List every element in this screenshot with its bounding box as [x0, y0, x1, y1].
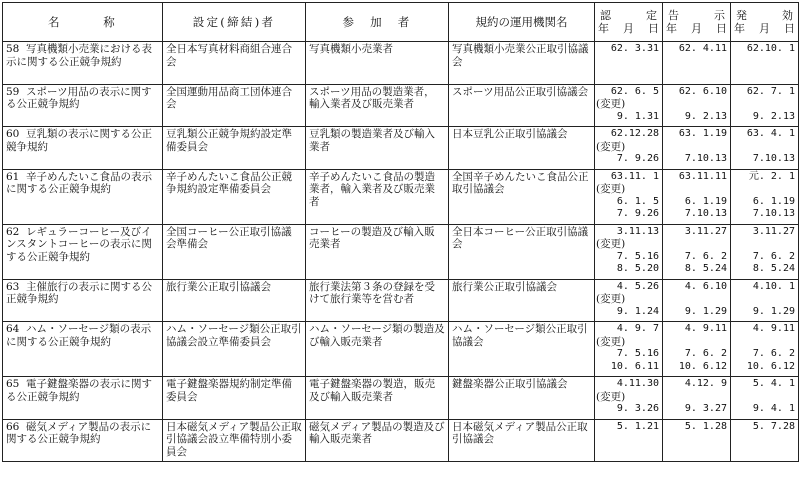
date-value: 7. 6. 2: [684, 250, 727, 262]
participants-cell: スポーツ用品の製造業者，輸入業者及び販売業者: [306, 84, 449, 127]
regulation-name: 電子鍵盤楽器の表示に関する公正競争規約: [6, 378, 152, 403]
date-value: 62. 3.31: [610, 43, 659, 54]
date-spacer: [732, 141, 795, 154]
date-value: 4. 9.11: [684, 323, 727, 334]
date-value: 7.10.13: [684, 153, 727, 164]
date-value: 4.11.30: [616, 378, 659, 389]
setter-cell: 日本磁気メディア製品公正取引協議会設立準備特別小委員会: [163, 419, 306, 462]
date-spacer: [664, 183, 727, 196]
setter-cell: 豆乳類公正競争規約設定準備委員会: [163, 127, 306, 170]
regulation-number: 63: [6, 280, 20, 293]
date-value: 7.10.13: [752, 153, 795, 164]
operator-cell: 全日本コーヒー公正取引協議会: [449, 224, 595, 279]
regulation-number: 58: [6, 43, 20, 55]
date-value: 62. 6. 5: [610, 85, 659, 97]
date-value: 4. 5.26: [616, 280, 659, 292]
header-approval-month: 月: [623, 22, 634, 35]
regulation-name: 写真機類小売業における表示に関する公正競争規約: [6, 43, 152, 68]
participants-cell: ハム・ソーセージ類の製造及び輸入販売業者: [306, 322, 449, 377]
date-value: 5. 1.28: [684, 420, 727, 432]
effective-date-cell: [731, 322, 799, 377]
regulation-number: 60: [6, 128, 20, 140]
header-approval-day: 日: [648, 22, 659, 35]
date-value: 7.10.13: [752, 208, 795, 219]
date-spacer: [732, 336, 795, 349]
notice-date-cell: [663, 42, 731, 85]
participants-cell: 豆乳類の製造業者及び輸入業者: [306, 127, 449, 170]
approval-date-cell: [595, 377, 663, 420]
table-row: [3, 419, 799, 462]
date-value: 5. 4. 1: [752, 378, 795, 389]
date-spacer: [664, 238, 727, 251]
operator-cell: スポーツ用品公正取引協議会: [449, 84, 595, 127]
header-notice-char-2: 示: [714, 9, 725, 22]
table-row: [3, 322, 799, 377]
date-spacer: [664, 98, 727, 111]
operator-cell: 写真機類小売業公正取引協議会: [449, 42, 595, 85]
regulation-table-page: [2, 2, 798, 500]
date-value: 5. 1.21: [616, 420, 659, 432]
operator-cell: 日本磁気メディア製品公正取引協議会: [449, 419, 595, 462]
header-effective-char-1: 発: [736, 9, 747, 22]
regulation-name-cell: [3, 377, 163, 420]
setter-cell: 全国運動用品商工団体連合会: [163, 84, 306, 127]
regulation-name-cell: [3, 169, 163, 224]
date-spacer: [664, 293, 727, 306]
setter-cell: 辛子めんたいこ食品公正競争規約設定準備委員会: [163, 169, 306, 224]
date-spacer: [664, 391, 727, 404]
date-value: 7. 6. 2: [752, 250, 795, 262]
date-value: 4. 6.10: [684, 280, 727, 292]
header-notice-char-1: 告: [668, 9, 679, 22]
date-value: 62.10. 1: [746, 43, 795, 54]
header-effective-month: 月: [759, 22, 770, 35]
date-spacer: [732, 238, 795, 251]
notice-date-cell: [663, 419, 731, 462]
date-value: 63.11.11: [678, 170, 727, 182]
header-effective-day: 日: [784, 22, 795, 35]
date-value: 10. 6.11: [610, 360, 659, 372]
approval-date-cell: [595, 42, 663, 85]
date-value: 5. 7.28: [752, 420, 795, 432]
date-value: 7. 6. 2: [752, 348, 795, 359]
date-value: 9. 1.29: [752, 305, 795, 317]
change-label: (変更): [596, 390, 626, 403]
header-setter: 設定(締結)者: [163, 3, 306, 42]
approval-date-cell: [595, 224, 663, 279]
regulation-name: ハム・ソーセージ類の表示に関する公正競争規約: [6, 323, 152, 348]
regulation-name-cell: [3, 419, 163, 462]
date-value: 9. 1.31: [616, 110, 659, 122]
date-value: 10. 6.12: [746, 360, 795, 372]
date-value: 7. 6. 2: [684, 348, 727, 359]
approval-date-cell: [595, 322, 663, 377]
regulation-name-cell: [3, 127, 163, 170]
date-value: 62. 4.11: [678, 43, 727, 54]
date-value: 6. 1.19: [752, 195, 795, 207]
date-value: 9. 2.13: [752, 110, 795, 122]
regulation-number: 59: [6, 85, 20, 98]
date-value: 62. 6.10: [678, 85, 727, 97]
header-notice-day: 日: [716, 22, 727, 35]
change-label: (変更): [596, 183, 626, 195]
operator-cell: 鍵盤楽器公正取引協議会: [449, 377, 595, 420]
header-notice-month: 月: [691, 22, 702, 35]
header-approval-char-1: 認: [600, 9, 611, 22]
regulation-number: 65: [6, 378, 20, 390]
date-value: 6. 1.19: [684, 195, 727, 207]
setter-cell: 全日本写真材料商組合連合会: [163, 42, 306, 85]
date-spacer: [664, 336, 727, 349]
date-value: 63. 4. 1: [746, 128, 795, 139]
approval-date-cell: [595, 127, 663, 170]
notice-date-cell: [663, 279, 731, 322]
date-value: 7. 9.26: [616, 208, 659, 219]
effective-date-cell: [731, 377, 799, 420]
date-spacer: [732, 391, 795, 404]
date-value: 63.11. 1: [610, 170, 659, 182]
date-value: 7. 9.26: [616, 153, 659, 164]
date-value: 9. 1.29: [684, 305, 727, 317]
table-row: [3, 279, 799, 322]
header-notice-date: [663, 3, 731, 42]
header-name: 名 称: [3, 3, 163, 42]
effective-date-cell: [731, 127, 799, 170]
header-operator: 規約の運用機関名: [449, 3, 595, 42]
regulation-name: 磁気メディア製品の表示に関する公正競争規約: [6, 420, 152, 445]
approval-date-cell: [595, 419, 663, 462]
date-value: 7. 5.16: [616, 250, 659, 262]
notice-date-cell: [663, 84, 731, 127]
date-value: 10. 6.12: [678, 360, 727, 372]
notice-date-cell: [663, 377, 731, 420]
date-value: 9. 3.27: [684, 403, 727, 414]
date-value: 7.10.13: [684, 208, 727, 219]
change-label: (変更): [596, 238, 626, 250]
date-value: 62.12.28: [610, 128, 659, 139]
setter-cell: 電子鍵盤楽器規約制定準備委員会: [163, 377, 306, 420]
participants-cell: 磁気メディア製品の製造及び輸入販売業者: [306, 419, 449, 462]
notice-date-cell: [663, 224, 731, 279]
approval-date-cell: [595, 279, 663, 322]
notice-date-cell: [663, 169, 731, 224]
date-spacer: [664, 141, 727, 154]
effective-date-cell: [731, 224, 799, 279]
header-notice-year: 年: [666, 22, 677, 35]
participants-cell: 辛子めんたいこ食品の製造業者，輸入業者及び販売業者: [306, 169, 449, 224]
regulation-number: 64: [6, 323, 20, 335]
date-spacer: [732, 183, 795, 196]
table-row: [3, 127, 799, 170]
date-value: 9. 3.26: [616, 403, 659, 414]
date-value: 3.11.27: [684, 225, 727, 237]
regulation-name-cell: [3, 322, 163, 377]
regulation-name-cell: [3, 42, 163, 85]
date-value: 4.10. 1: [752, 280, 795, 292]
regulation-name: スポーツ用品の表示に関する公正競争規約: [6, 85, 152, 110]
regulation-name-cell: [3, 84, 163, 127]
operator-cell: 旅行業公正取引協議会: [449, 279, 595, 322]
date-value: 4.12. 9: [684, 378, 727, 389]
date-value: 3.11.13: [616, 225, 659, 237]
date-value: 8. 5.24: [684, 263, 727, 274]
date-spacer: [732, 293, 795, 306]
header-effective-char-2: 効: [782, 9, 793, 22]
effective-date-cell: [731, 419, 799, 462]
table-row: [3, 84, 799, 127]
date-value: 62. 7. 1: [746, 85, 795, 97]
regulation-name: 主催旅行の表示に関する公正競争規約: [6, 280, 152, 305]
regulation-name-cell: [3, 279, 163, 322]
date-value: 4. 9. 7: [616, 323, 659, 334]
table-row: [3, 377, 799, 420]
date-value: 7. 5.16: [616, 348, 659, 359]
regulation-number: 61: [6, 170, 20, 183]
setter-cell: 旅行業公正取引協議会: [163, 279, 306, 322]
approval-date-cell: [595, 169, 663, 224]
regulation-name: レギュラーコーヒー及びインスタントコーヒーの表示に関する公正競争規約: [6, 225, 152, 263]
date-value: 63. 1.19: [678, 128, 727, 139]
regulation-name: 辛子めんたいこ食品の表示に関する公正競争規約: [6, 170, 152, 195]
operator-cell: 全国辛子めんたいこ食品公正取引協議会: [449, 169, 595, 224]
effective-date-cell: [731, 169, 799, 224]
notice-date-cell: [663, 322, 731, 377]
setter-cell: 全国コーヒー公正取引協議会準備会: [163, 224, 306, 279]
date-value: 4. 9.11: [752, 323, 795, 334]
date-value: 6. 1. 5: [616, 195, 659, 207]
operator-cell: ハム・ソーセージ類公正取引協議会: [449, 322, 595, 377]
participants-cell: 電子鍵盤楽器の製造，販売及び輸入販売業者: [306, 377, 449, 420]
notice-date-cell: [663, 127, 731, 170]
setter-cell: ハム・ソーセージ類公正取引協議会設立準備委員会: [163, 322, 306, 377]
regulation-number: 62: [6, 225, 20, 238]
date-value: 9. 4. 1: [752, 403, 795, 414]
approval-date-cell: [595, 84, 663, 127]
change-label: (変更): [596, 335, 626, 348]
table-row: [3, 224, 799, 279]
regulation-number: 66: [6, 420, 20, 433]
table-row: [3, 169, 799, 224]
table-header-row: [3, 3, 799, 42]
regulation-name-cell: [3, 224, 163, 279]
regulation-name: 豆乳類の表示に関する公正競争規約: [6, 128, 152, 153]
participants-cell: 旅行業法第３条の登録を受けて旅行業等を営む者: [306, 279, 449, 322]
header-effective-year: 年: [734, 22, 745, 35]
date-spacer: [732, 98, 795, 111]
header-effective-date: [731, 3, 799, 42]
date-value: 8. 5.20: [616, 263, 659, 274]
date-value: 9. 2.13: [684, 110, 727, 122]
date-value: 元. 2. 1: [748, 170, 795, 182]
operator-cell: 日本豆乳公正取引協議会: [449, 127, 595, 170]
header-approval-date: [595, 3, 663, 42]
date-value: 9. 1.24: [616, 305, 659, 317]
date-value: 8. 5.24: [752, 263, 795, 274]
header-participants: 参 加 者: [306, 3, 449, 42]
participants-cell: コーヒーの製造及び輸入販売業者: [306, 224, 449, 279]
regulation-table: [2, 2, 799, 462]
change-label: (変更): [596, 293, 626, 305]
effective-date-cell: [731, 84, 799, 127]
header-approval-year: 年: [598, 22, 609, 35]
date-value: 3.11.27: [752, 225, 795, 237]
effective-date-cell: [731, 279, 799, 322]
change-label: (変更): [596, 98, 626, 110]
header-approval-char-2: 定: [646, 9, 657, 22]
table-row: [3, 42, 799, 85]
participants-cell: 写真機類小売業者: [306, 42, 449, 85]
change-label: (変更): [596, 140, 626, 153]
effective-date-cell: [731, 42, 799, 85]
